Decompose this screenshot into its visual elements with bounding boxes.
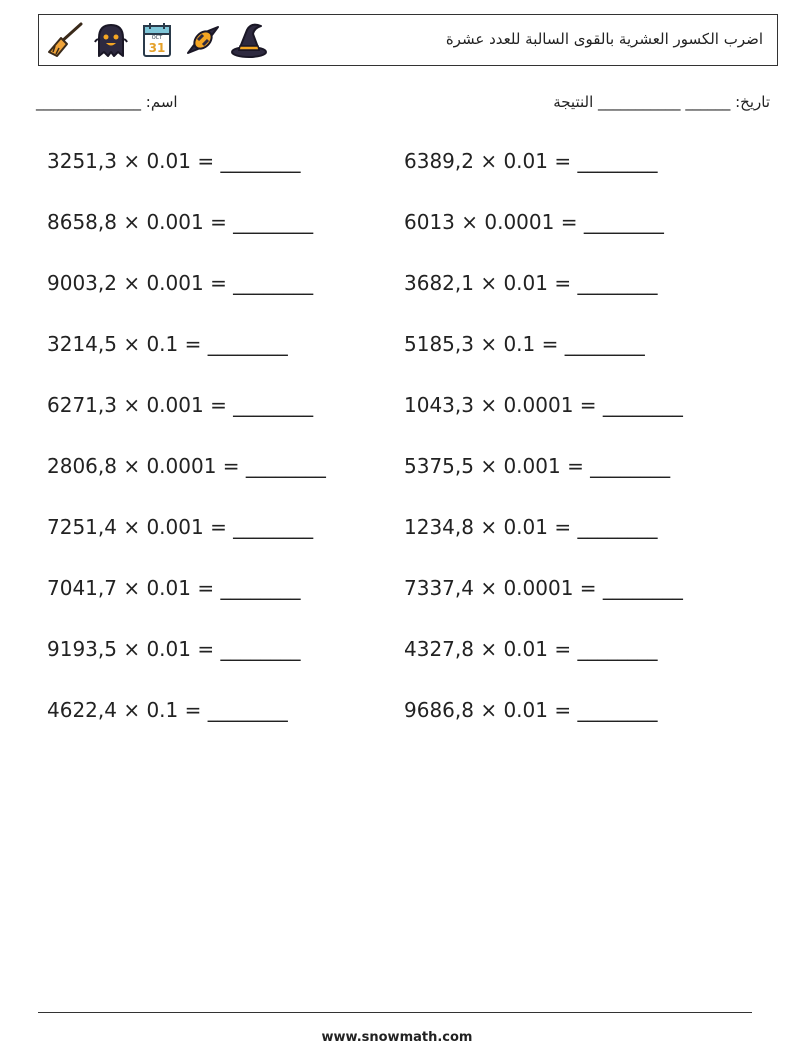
problem: 2806,8 × 0.0001 = ________: [47, 454, 326, 478]
problem: 3251,3 × 0.01 = ________: [47, 149, 301, 173]
problem-row: [47, 695, 767, 756]
problem-row: [47, 390, 767, 451]
candy-icon: [183, 20, 223, 60]
problem: 4622,4 × 0.1 = ________: [47, 698, 288, 722]
problem: 4327,8 × 0.01 = ________: [404, 637, 658, 661]
score-label: النتيجة: [553, 93, 594, 111]
problem: 8658,8 × 0.001 = ________: [47, 210, 314, 234]
score-blank: ___________: [598, 93, 681, 111]
problem: 1043,3 × 0.0001 = ________: [404, 393, 683, 417]
problem: 9686,8 × 0.01 = ________: [404, 698, 658, 722]
date-label: تاريخ:: [735, 93, 770, 111]
problem: 6013 × 0.0001 = ________: [404, 210, 664, 234]
problem-grid: [47, 146, 767, 756]
broom-icon: [45, 20, 85, 60]
problem: 7337,4 × 0.0001 = ________: [404, 576, 683, 600]
problem: 9003,2 × 0.001 = ________: [47, 271, 314, 295]
problem-row: [47, 146, 767, 207]
calendar-month: OCT: [151, 35, 163, 41]
problem-row: [47, 512, 767, 573]
date-blank: ______: [685, 93, 731, 111]
worksheet-header: [38, 14, 778, 66]
name-label: اسم:: [145, 93, 178, 111]
name-blank: ______________: [36, 93, 141, 111]
problem: 7041,7 × 0.01 = ________: [47, 576, 301, 600]
name-line: [36, 93, 178, 111]
witch-hat-icon: [229, 20, 269, 60]
problem: 6389,2 × 0.01 = ________: [404, 149, 658, 173]
problem-row: [47, 207, 767, 268]
problem: 9193,5 × 0.01 = ________: [47, 637, 301, 661]
footer-url: www.snowmath.com: [321, 1030, 473, 1045]
date-score-line: [553, 93, 770, 111]
problem: 6271,3 × 0.001 = ________: [47, 393, 314, 417]
problem-row: [47, 573, 767, 634]
problem: 3682,1 × 0.01 = ________: [404, 271, 658, 295]
calendar-icon: [137, 20, 177, 60]
problem-row: [47, 268, 767, 329]
problem: 7251,4 × 0.001 = ________: [47, 515, 314, 539]
calendar-number: 31: [148, 41, 166, 55]
problem: 1234,8 × 0.01 = ________: [404, 515, 658, 539]
problem: 5375,5 × 0.001 = ________: [404, 454, 671, 478]
footer-divider: [38, 1012, 752, 1013]
problem-row: [47, 329, 767, 390]
halloween-icons: [45, 20, 269, 60]
problem: 5185,3 × 0.1 = ________: [404, 332, 645, 356]
problem-row: [47, 634, 767, 695]
problem-row: [47, 451, 767, 512]
worksheet-title: اضرب الكسور العشرية بالقوى السالبة للعدد عشرة: [445, 30, 763, 48]
ghost-icon: [91, 20, 131, 60]
problem: 3214,5 × 0.1 = ________: [47, 332, 288, 356]
